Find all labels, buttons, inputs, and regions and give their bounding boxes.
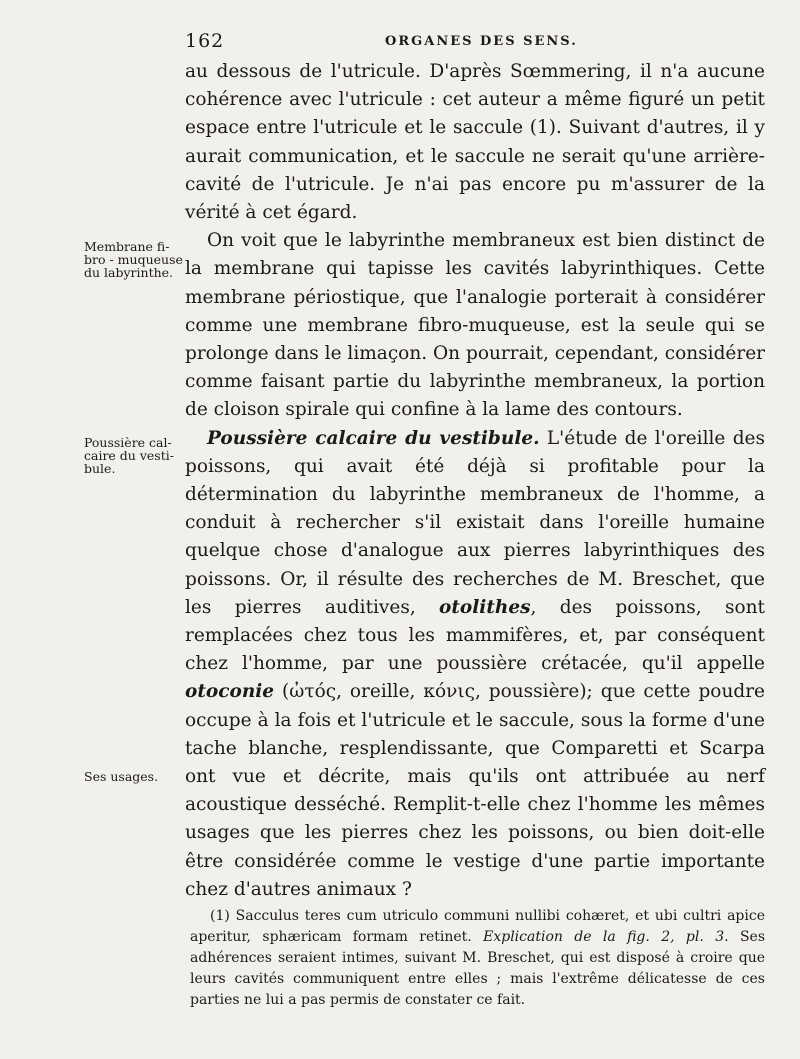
margin-note-usages: Ses usages. <box>84 769 159 784</box>
footnote <box>190 906 765 1011</box>
term-otoconie: otoconie <box>185 681 275 703</box>
paragraph-2: On voit que le labyrinthe membraneux est bien distinct de la membrane qui tapisse les cavités labyrinthiques. Cette membrane périostique, que l'analogie porterait à considérer comme une membrane fibro-muqueuse, est la seule qui se prolonge dans le limaçon. On pourrait, cependant, considérer comme faisant partie du labyrinthe membraneux, la portion de cloison spirale qui confine à la lame des contours. <box>185 230 765 421</box>
term-otolithes: otolithes <box>439 596 531 618</box>
running-title: ORGANES DES SENS. <box>385 34 578 49</box>
paragraph-3-part-b: , des poissons, sont remplacées chez tous les mammifères, et, par conséquent chez l'homme, par une poussière crétacée, qu'il appelle <box>185 596 765 675</box>
paragraph-3 <box>185 425 765 904</box>
margin-note-poussiere: Poussière cal-caire du vesti-bule. <box>84 435 174 476</box>
page-header <box>185 30 765 54</box>
footnote-figure-reference: Explication de la fig. 2, pl. 3. <box>483 929 729 945</box>
footnote-part-b: Ses adhérences seraient intimes, suivant M. Breschet, qui est disposé à croire que leurs cavités communiquent entre elles ; mais l'extrême délicatesse de ces parties ne lui a pas permis de constater ce fait. <box>190 929 765 1008</box>
paragraph-3-part-a: L'étude de l'oreille des poissons, qui avait été déjà si profitable pour la détermination du labyrinthe membraneux de l'homme, a conduit à rechercher s'il existait dans l'oreille humaine quelque chose d'analogue aux pierres labyrinthiques des poissons. Or, il résulte des recherches de M. Breschet, que les pierres auditives, <box>185 427 765 618</box>
section-heading: Poussière calcaire du vestibule. <box>207 427 540 449</box>
page-number: 162 <box>185 30 225 52</box>
margin-note-membrane: Membrane fi-bro - muqueuse du labyrinthe. <box>84 239 183 280</box>
body-text <box>185 58 765 904</box>
paragraph-3-part-c: (ὠτός, oreille, κόνις, poussière); que cette poudre occupe à la fois et l'utricule et le saccule, sous la forme d'une tache blanche, resplendissante, que Comparetti et Scarpa ont vue et décrite, mais qu'ils ont attribuée au nerf acoustique desséché. Remplit-t-elle chez l'homme les mêmes usages que les pierres chez les poissons, ou bien doit-elle être considérée comme le vestige d'une partie importante chez d'autres animaux ? <box>185 681 765 900</box>
paragraph-1: au dessous de l'utricule. D'après Sœmmering, il n'a aucune cohérence avec l'utricule : cet auteur a même figuré un petit espace entre l'utricule et le saccule (1). Suivant d'autres, il y aurait communication, et le saccule ne serait qu'une arrière-cavité de l'utricule. Je n'ai pas encore pu m'assurer de la vérité à cet égard. <box>185 61 765 224</box>
footnote-part-a: (1) Sacculus teres cum utriculo communi nullibi cohæret, et ubi cultri apice aperitur, sphæricam formam retinet. <box>190 908 765 945</box>
